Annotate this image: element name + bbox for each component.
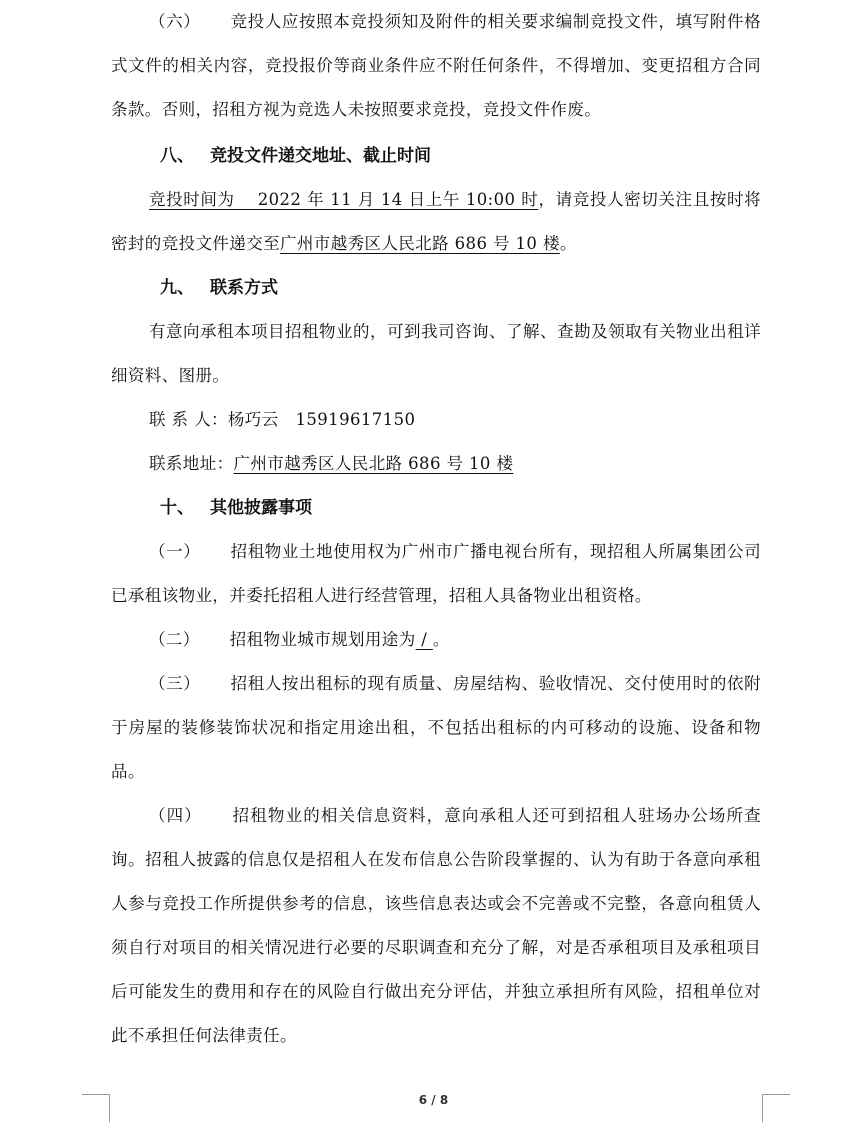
heading-title: 其他披露事项 (210, 498, 312, 518)
crop-mark-right-horizontal (762, 1094, 790, 1095)
heading-number: 十、 (160, 498, 194, 518)
submission-text: ，请竞投人密切关注且按时将密封的竞投文件递交至 (111, 190, 762, 253)
item-label: （三） (149, 674, 201, 693)
heading-title: 联系方式 (210, 278, 278, 298)
item-label: （六） (149, 12, 201, 31)
submission-time: 竞投时间为 2022 年 11 月 14 日上午 10:00 时 (149, 190, 539, 209)
paragraph-item-1 (111, 530, 761, 618)
crop-mark-right-vertical (762, 1094, 763, 1122)
item-label: （一） (149, 542, 201, 561)
item-label: （四） (149, 806, 202, 825)
item-text: 竞投人应按照本竞投须知及附件的相关要求编制竞投文件，填写附件格式文件的相关内容，竞投报价等商业条件应不附任何条件，不得增加、变更招租方合同条款。否则，招租方视为竞选人未按照要求竞投，竞投文件作废。 (111, 12, 761, 119)
heading-title: 竞投文件递交地址、截止时间 (210, 146, 431, 166)
item-text: 招租物业的相关信息资料，意向承租人还可到招租人驻场办公场所查询。招租人披露的信息仅是招租人在发布信息公告阶段掌握的、认为有助于各意向承租人参与竞投工作所提供参考的信息，该些信息表达或会不完善或不完整，各意向租赁人须自行对项目的相关情况进行必要的尽职调查和充分了解，对是否承租项目及承租项目后可能发生的费用和存在的风险自行做出充分评估，并独立承担所有风险，招租单位对此不承担任何法律责任。 (111, 806, 762, 1045)
contact-intro-text: 有意向承租本项目招租物业的，可到我司咨询、了解、查勘及领取有关物业出租详细资料、图册。 (111, 322, 761, 385)
section-heading-9 (160, 266, 278, 310)
section-heading-8 (160, 134, 431, 178)
section-heading-10 (160, 486, 312, 530)
planning-use-value: / (415, 630, 433, 649)
paragraph-item-2 (111, 618, 761, 662)
paragraph-item-4 (111, 794, 761, 1058)
paragraph-item-6 (111, 0, 761, 132)
crop-mark-left-vertical (109, 1094, 110, 1122)
item-label: （二） (149, 630, 200, 649)
crop-mark-left-horizontal (82, 1094, 110, 1095)
item-text: 招租物业城市规划用途为 (229, 630, 416, 649)
contact-address-label: 联系地址： (149, 454, 234, 473)
paragraph-contact-intro (111, 310, 761, 398)
paragraph-submission-time (111, 178, 761, 266)
submission-address: 广州市越秀区人民北路 686 号 10 楼 (280, 234, 560, 253)
item-end: 。 (432, 630, 450, 649)
heading-number: 八、 (160, 146, 194, 166)
contact-person-label: 联 系 人： (149, 410, 228, 429)
item-text: 招租物业土地使用权为广州市广播电视台所有，现招租人所属集团公司已承租该物业，并委托招租人进行经营管理，招租人具备物业出租资格。 (111, 542, 761, 605)
paragraph-item-3 (111, 662, 761, 794)
heading-number: 九、 (160, 278, 194, 298)
page-number: 6 / 8 (418, 1093, 449, 1107)
contact-person-line (111, 398, 761, 442)
contact-address-line (111, 442, 761, 486)
submission-end: 。 (559, 234, 577, 253)
contact-address-value: 广州市越秀区人民北路 686 号 10 楼 (233, 454, 514, 473)
item-text: 招租人按出租标的现有质量、房屋结构、验收情况、交付使用时的依附于房屋的装修装饰状况和指定用途出租，不包括出租标的内可移动的设施、设备和物品。 (111, 674, 761, 781)
contact-person-value: 杨巧云 15919617150 (227, 410, 416, 429)
